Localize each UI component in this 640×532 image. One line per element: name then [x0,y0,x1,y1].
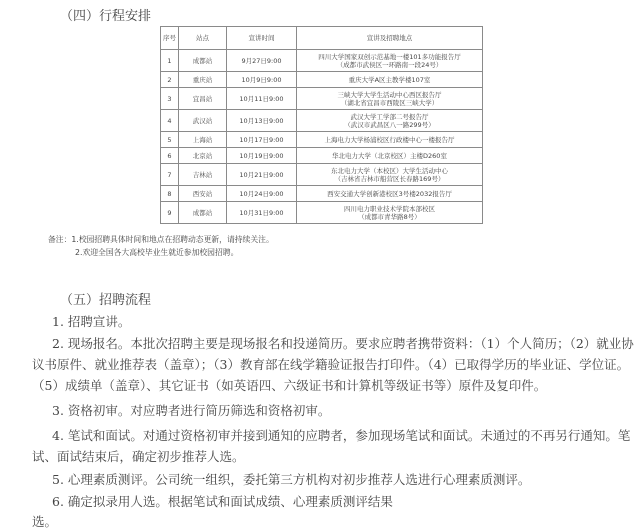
location-address: （吉林省吉林市船营区长春路169号） [334,174,445,183]
header-site: 站点 [179,27,227,50]
cell-location [297,132,483,148]
table-row [161,72,483,88]
cell-site: 成都站 [179,50,227,72]
table-row [161,132,483,148]
cell-site: 武汉站 [179,110,227,132]
schedule-table [160,26,483,224]
section-4-title: （四）行程安排 [60,9,152,24]
cell-site: 成都站 [179,202,227,224]
step-4-line-2: 试、面试结束后，确定初步推荐人选。 [32,449,245,464]
table-row [161,88,483,110]
step-1: 1. 招聘宣讲。 [52,314,131,329]
cell-site: 北京站 [179,148,227,164]
step-4-line-1: 4. 笔试和面试。对通过资格初审并接到通知的应聘者，参加现场笔试和面试。未通过的不再另行通知。笔 [52,428,631,443]
cell-site: 重庆站 [179,72,227,88]
table-notes [48,233,274,259]
cell-time: 10月13日9:00 [227,110,297,132]
location-line: 武汉大学工学部二号报告厅 [350,112,429,121]
table-row [161,110,483,132]
location-line: 重庆大学A区主教学楼107室 [348,75,431,84]
step-6-line-2: 选。 [32,514,58,529]
table-row [161,164,483,186]
cell-time: 10月31日9:00 [227,202,297,224]
cell-site: 上海站 [179,132,227,148]
location-line: 四川电力职业技术学院本部校区 [344,204,435,213]
header-no: 序号 [161,27,179,50]
cell-location [297,202,483,224]
cell-location [297,186,483,202]
cell-no: 9 [161,202,179,224]
cell-no: 4 [161,110,179,132]
note-2: 2.欢迎全国各大高校毕业生就近参加校园招聘。 [75,248,239,257]
cell-time: 10月9日9:00 [227,72,297,88]
cell-time: 10月17日9:00 [227,132,297,148]
cell-site: 吉林站 [179,164,227,186]
location-address: （成都市青华路8号） [358,212,421,221]
cell-location [297,72,483,88]
cell-location [297,110,483,132]
step-5: 5. 心理素质测评。公司统一组织，委托第三方机构对初步推荐人选进行心理素质测评。 [52,472,531,487]
location-address: （成都市武侯区一环路南一段24号） [336,60,443,69]
cell-site: 西安站 [179,186,227,202]
cell-no: 7 [161,164,179,186]
table-row [161,186,483,202]
step-2-line-1: 2. 现场报名。本批次招聘主要是现场报名和投递简历。要求应聘者携带资料：（1）个人简历；（2）就业协 [52,336,634,351]
header-time: 宣讲时间 [227,27,297,50]
step-2-line-2: 议书原件、就业推荐表（盖章）；（3）教育部在线学籍验证报告打印件。（4）已取得学历的毕业证、学位证。 [32,357,630,372]
location-line: 东北电力大学（本校区）大学生活动中心 [331,166,448,175]
step-3: 3. 资格初审。对应聘者进行简历筛选和资格初审。 [52,403,331,418]
cell-time: 9月27日9:00 [227,50,297,72]
cell-time: 10月21日9:00 [227,164,297,186]
cell-no: 2 [161,72,179,88]
note-1: 备注：1.校园招聘具体时间和地点在招聘动态更新，请持续关注。 [48,235,274,244]
table-row [161,50,483,72]
table-header-row [161,27,483,50]
header-location: 宣讲及招聘地点 [297,27,483,50]
cell-time: 10月19日9:00 [227,148,297,164]
cell-no: 8 [161,186,179,202]
step-2-line-3: （5）成绩单（盖章）、其它证书（如英语四、六级证书和计算机等级证书等）原件及复印件。 [32,378,547,393]
cell-no: 3 [161,88,179,110]
cell-site: 宜昌站 [179,88,227,110]
location-line: 三峡大学大学生活动中心西区报告厅 [337,90,442,99]
location-line: 华北电力大学（北京校区）主楼D260室 [332,151,447,160]
table-row [161,202,483,224]
step-6-line-1: 6. 确定拟录用人选。根据笔试和面试成绩、心理素质测评结果 [52,494,393,509]
cell-location [297,164,483,186]
cell-no: 5 [161,132,179,148]
cell-time: 10月24日9:00 [227,186,297,202]
cell-no: 6 [161,148,179,164]
section-5-title: （五）招聘流程 [60,293,152,308]
cell-location [297,148,483,164]
location-line: 西安交通大学创新港校区3号楼2032报告厅 [327,189,452,198]
cell-time: 10月11日9:00 [227,88,297,110]
location-line: 上海电力大学杨浦校区行政楼中心一楼报告厅 [324,135,455,144]
cell-no: 1 [161,50,179,72]
table-row [161,148,483,164]
cell-location [297,88,483,110]
location-address: （湖北省宜昌市西陵区三峡大学） [340,98,439,107]
location-address: （武汉市武昌区八一路299号） [344,120,435,129]
cell-location [297,50,483,72]
location-line: 四川大学国家双创示范基地一楼101多功能报告厅 [318,52,461,61]
